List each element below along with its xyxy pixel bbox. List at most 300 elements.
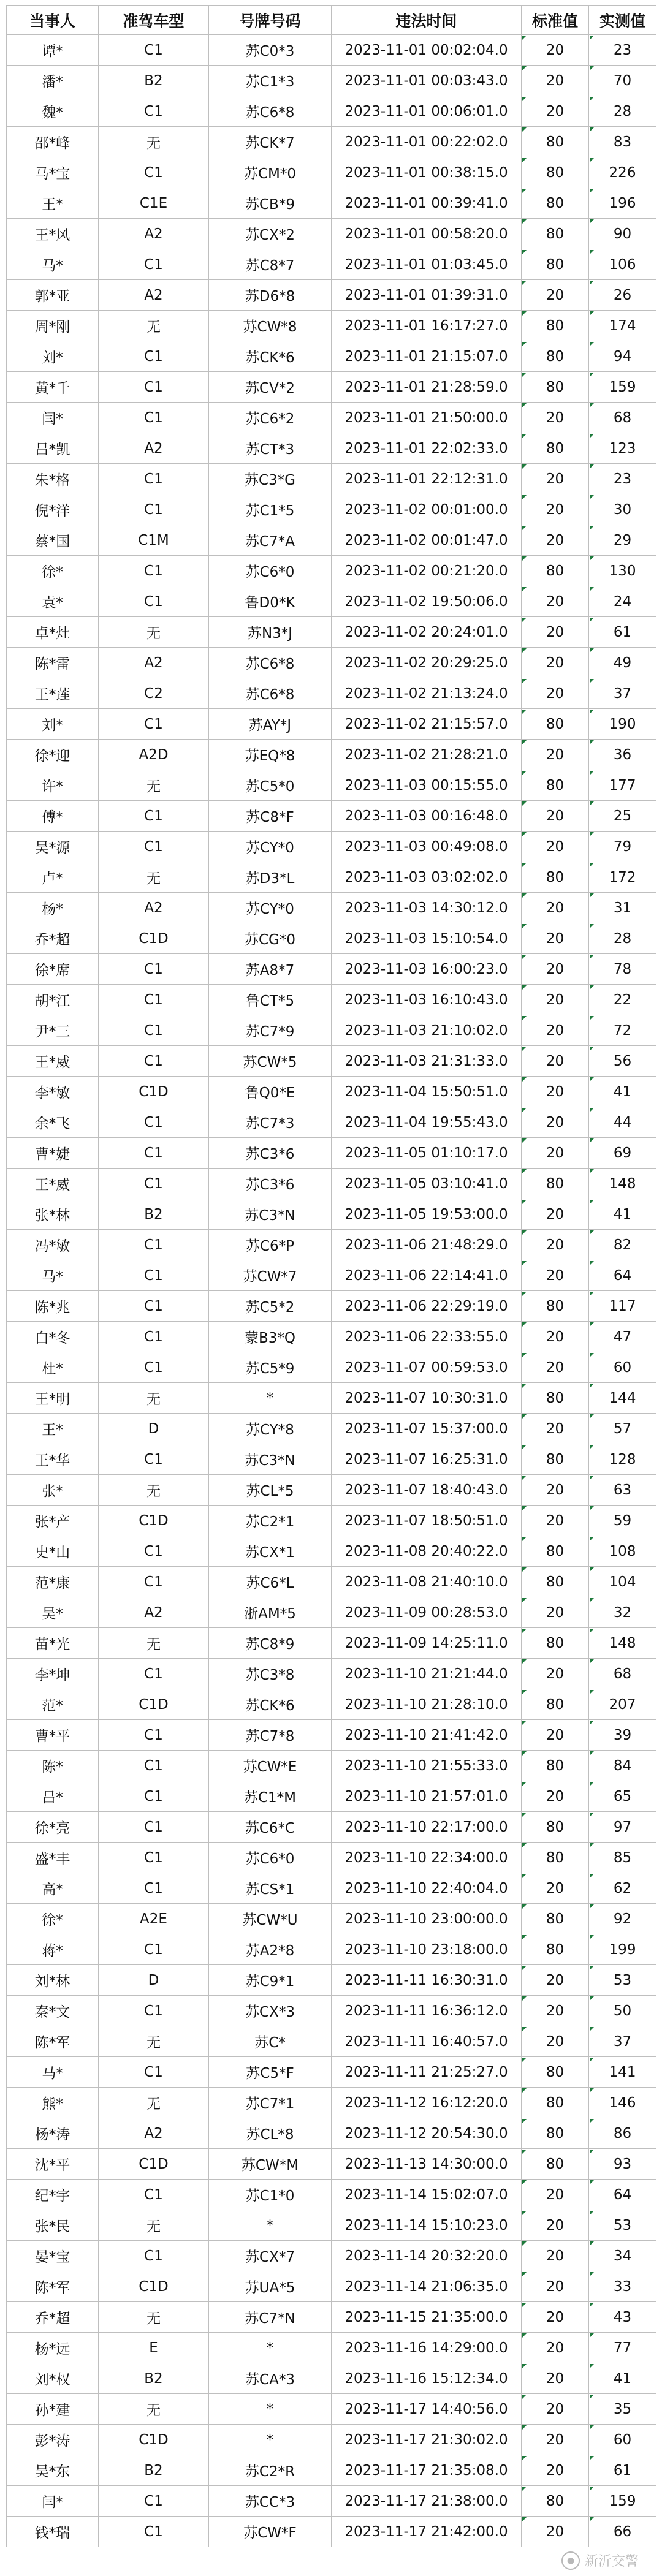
cell-violation-time[interactable]: 2023-11-01 01:03:45.0 <box>332 249 522 280</box>
cell-plate-number[interactable]: 苏C6*L <box>209 1567 332 1597</box>
cell-party[interactable]: 王*莲 <box>7 678 99 709</box>
cell-measured-value[interactable]: 159 <box>589 2486 656 2517</box>
cell-party[interactable]: 晏*宝 <box>7 2241 99 2271</box>
cell-standard-value[interactable]: 20 <box>522 2517 589 2547</box>
cell-measured-value[interactable]: 62 <box>589 1873 656 1904</box>
cell-license-class[interactable]: C1 <box>99 1873 209 1904</box>
cell-plate-number[interactable]: 苏C3*6 <box>209 1138 332 1169</box>
cell-violation-time[interactable]: 2023-11-01 21:28:59.0 <box>332 372 522 403</box>
cell-violation-time[interactable]: 2023-11-05 19:53:00.0 <box>332 1199 522 1230</box>
cell-measured-value[interactable]: 77 <box>589 2333 656 2363</box>
cell-violation-time[interactable]: 2023-11-02 20:29:25.0 <box>332 648 522 678</box>
cell-plate-number[interactable]: * <box>209 2210 332 2241</box>
cell-violation-time[interactable]: 2023-11-03 00:49:08.0 <box>332 832 522 862</box>
cell-plate-number[interactable]: 苏CA*3 <box>209 2363 332 2394</box>
cell-standard-value[interactable]: 80 <box>522 1751 589 1781</box>
cell-measured-value[interactable]: 172 <box>589 862 656 893</box>
cell-plate-number[interactable]: 苏C5*9 <box>209 1352 332 1383</box>
cell-standard-value[interactable]: 20 <box>522 893 589 923</box>
cell-violation-time[interactable]: 2023-11-03 14:30:12.0 <box>332 893 522 923</box>
cell-plate-number[interactable]: 苏CK*6 <box>209 1689 332 1720</box>
cell-standard-value[interactable]: 20 <box>522 1322 589 1352</box>
cell-violation-time[interactable]: 2023-11-10 23:00:00.0 <box>332 1904 522 1934</box>
cell-violation-time[interactable]: 2023-11-01 00:06:01.0 <box>332 96 522 127</box>
cell-violation-time[interactable]: 2023-11-03 15:10:54.0 <box>332 923 522 954</box>
cell-measured-value[interactable]: 92 <box>589 1904 656 1934</box>
cell-standard-value[interactable]: 20 <box>522 1107 589 1138</box>
cell-standard-value[interactable]: 20 <box>522 1781 589 1812</box>
cell-party[interactable]: 朱*格 <box>7 464 99 494</box>
cell-standard-value[interactable]: 20 <box>522 2180 589 2210</box>
cell-license-class[interactable]: 无 <box>99 617 209 648</box>
cell-measured-value[interactable]: 148 <box>589 1169 656 1199</box>
cell-measured-value[interactable]: 64 <box>589 2180 656 2210</box>
cell-license-class[interactable]: E <box>99 2333 209 2363</box>
cell-party[interactable]: 王* <box>7 188 99 219</box>
cell-measured-value[interactable]: 97 <box>589 1812 656 1843</box>
cell-standard-value[interactable]: 20 <box>522 1138 589 1169</box>
cell-violation-time[interactable]: 2023-11-09 14:25:11.0 <box>332 1628 522 1659</box>
cell-plate-number[interactable]: 苏C7*N <box>209 2302 332 2333</box>
cell-violation-time[interactable]: 2023-11-12 20:54:30.0 <box>332 2118 522 2149</box>
cell-violation-time[interactable]: 2023-11-02 19:50:06.0 <box>332 586 522 617</box>
cell-standard-value[interactable]: 80 <box>522 2057 589 2088</box>
cell-violation-time[interactable]: 2023-11-09 00:28:53.0 <box>332 1597 522 1628</box>
cell-party[interactable]: 沈*平 <box>7 2149 99 2180</box>
cell-measured-value[interactable]: 47 <box>589 1322 656 1352</box>
cell-license-class[interactable]: C1 <box>99 1751 209 1781</box>
cell-license-class[interactable]: C1 <box>99 2517 209 2547</box>
cell-standard-value[interactable]: 80 <box>522 219 589 249</box>
cell-plate-number[interactable]: 苏EQ*8 <box>209 740 332 770</box>
cell-plate-number[interactable]: 苏CK*6 <box>209 341 332 372</box>
cell-measured-value[interactable]: 35 <box>589 2394 656 2425</box>
cell-standard-value[interactable]: 20 <box>522 1077 589 1107</box>
cell-party[interactable]: 杨*涛 <box>7 2118 99 2149</box>
cell-license-class[interactable]: C1 <box>99 1567 209 1597</box>
cell-measured-value[interactable]: 26 <box>589 280 656 311</box>
cell-party[interactable]: 刘* <box>7 341 99 372</box>
cell-license-class[interactable]: 无 <box>99 2026 209 2057</box>
cell-license-class[interactable]: A2 <box>99 648 209 678</box>
cell-standard-value[interactable]: 20 <box>522 985 589 1015</box>
cell-license-class[interactable]: C1 <box>99 403 209 433</box>
cell-plate-number[interactable]: 苏CC*3 <box>209 2486 332 2517</box>
cell-violation-time[interactable]: 2023-11-02 00:01:00.0 <box>332 494 522 525</box>
cell-license-class[interactable]: C1 <box>99 1260 209 1291</box>
cell-party[interactable]: 马*宝 <box>7 157 99 188</box>
cell-standard-value[interactable]: 20 <box>522 96 589 127</box>
cell-violation-time[interactable]: 2023-11-10 22:17:00.0 <box>332 1812 522 1843</box>
cell-plate-number[interactable]: 苏CX*3 <box>209 1996 332 2026</box>
cell-party[interactable]: 闫* <box>7 2486 99 2517</box>
cell-measured-value[interactable]: 41 <box>589 1199 656 1230</box>
cell-measured-value[interactable]: 86 <box>589 2118 656 2149</box>
cell-party[interactable]: 潘* <box>7 66 99 96</box>
cell-plate-number[interactable]: * <box>209 2333 332 2363</box>
cell-party[interactable]: 魏* <box>7 96 99 127</box>
cell-plate-number[interactable]: 苏D3*L <box>209 862 332 893</box>
cell-license-class[interactable]: D <box>99 1965 209 1996</box>
cell-plate-number[interactable]: 苏C8*7 <box>209 249 332 280</box>
cell-standard-value[interactable]: 20 <box>522 923 589 954</box>
cell-license-class[interactable]: 无 <box>99 127 209 157</box>
cell-measured-value[interactable]: 117 <box>589 1291 656 1322</box>
cell-plate-number[interactable]: 苏C2*1 <box>209 1506 332 1536</box>
cell-party[interactable]: 吕* <box>7 1781 99 1812</box>
cell-license-class[interactable]: C1 <box>99 1015 209 1046</box>
cell-standard-value[interactable]: 80 <box>522 1169 589 1199</box>
cell-standard-value[interactable]: 80 <box>522 1934 589 1965</box>
cell-measured-value[interactable]: 23 <box>589 35 656 66</box>
cell-standard-value[interactable]: 80 <box>522 341 589 372</box>
cell-party[interactable]: 陈* <box>7 1751 99 1781</box>
cell-standard-value[interactable]: 20 <box>522 1260 589 1291</box>
cell-standard-value[interactable]: 80 <box>522 311 589 341</box>
cell-measured-value[interactable]: 69 <box>589 1138 656 1169</box>
cell-standard-value[interactable]: 80 <box>522 1812 589 1843</box>
cell-license-class[interactable]: C1 <box>99 1781 209 1812</box>
cell-party[interactable]: 张*产 <box>7 1506 99 1536</box>
cell-plate-number[interactable]: 蒙B3*Q <box>209 1322 332 1352</box>
cell-license-class[interactable]: A2 <box>99 219 209 249</box>
cell-party[interactable]: 王*威 <box>7 1046 99 1077</box>
cell-standard-value[interactable]: 20 <box>522 1597 589 1628</box>
cell-measured-value[interactable]: 141 <box>589 2057 656 2088</box>
cell-party[interactable]: 胡*江 <box>7 985 99 1015</box>
cell-party[interactable]: 卢* <box>7 862 99 893</box>
cell-violation-time[interactable]: 2023-11-03 21:31:33.0 <box>332 1046 522 1077</box>
cell-standard-value[interactable]: 20 <box>522 801 589 832</box>
cell-plate-number[interactable]: 苏C1*0 <box>209 2180 332 2210</box>
cell-violation-time[interactable]: 2023-11-01 22:12:31.0 <box>332 464 522 494</box>
cell-plate-number[interactable]: 苏CY*0 <box>209 893 332 923</box>
cell-party[interactable]: 曹*婕 <box>7 1138 99 1169</box>
cell-standard-value[interactable]: 20 <box>522 740 589 770</box>
cell-standard-value[interactable]: 20 <box>522 1659 589 1689</box>
cell-plate-number[interactable]: 苏A2*8 <box>209 1934 332 1965</box>
cell-party[interactable]: 吴* <box>7 1597 99 1628</box>
cell-license-class[interactable]: C1 <box>99 1230 209 1260</box>
cell-measured-value[interactable]: 24 <box>589 586 656 617</box>
cell-measured-value[interactable]: 36 <box>589 740 656 770</box>
cell-party[interactable]: 陈*雷 <box>7 648 99 678</box>
cell-measured-value[interactable]: 33 <box>589 2271 656 2302</box>
cell-violation-time[interactable]: 2023-11-02 21:13:24.0 <box>332 678 522 709</box>
cell-license-class[interactable]: C1 <box>99 2486 209 2517</box>
cell-license-class[interactable]: C1 <box>99 1536 209 1567</box>
cell-measured-value[interactable]: 31 <box>589 893 656 923</box>
cell-party[interactable]: 李*敏 <box>7 1077 99 1107</box>
cell-standard-value[interactable]: 80 <box>522 1383 589 1414</box>
cell-violation-time[interactable]: 2023-11-11 16:36:12.0 <box>332 1996 522 2026</box>
cell-standard-value[interactable]: 80 <box>522 862 589 893</box>
cell-violation-time[interactable]: 2023-11-11 21:25:27.0 <box>332 2057 522 2088</box>
cell-plate-number[interactable]: 苏C6*2 <box>209 403 332 433</box>
cell-plate-number[interactable]: * <box>209 2425 332 2455</box>
cell-license-class[interactable]: C1 <box>99 1843 209 1873</box>
cell-party[interactable]: 王*威 <box>7 1169 99 1199</box>
cell-party[interactable]: 马* <box>7 1260 99 1291</box>
cell-measured-value[interactable]: 78 <box>589 954 656 985</box>
cell-party[interactable]: 吴*源 <box>7 832 99 862</box>
cell-violation-time[interactable]: 2023-11-12 16:12:20.0 <box>332 2088 522 2118</box>
cell-plate-number[interactable]: 苏CW*M <box>209 2149 332 2180</box>
cell-party[interactable]: 刘* <box>7 709 99 740</box>
cell-violation-time[interactable]: 2023-11-10 21:28:10.0 <box>332 1689 522 1720</box>
cell-party[interactable]: 张*林 <box>7 1199 99 1230</box>
cell-plate-number[interactable]: * <box>209 2394 332 2425</box>
cell-plate-number[interactable]: 苏C7*9 <box>209 1015 332 1046</box>
cell-plate-number[interactable]: 苏CX*1 <box>209 1536 332 1567</box>
cell-measured-value[interactable]: 226 <box>589 157 656 188</box>
cell-violation-time[interactable]: 2023-11-17 14:40:56.0 <box>332 2394 522 2425</box>
cell-violation-time[interactable]: 2023-11-03 16:00:23.0 <box>332 954 522 985</box>
cell-standard-value[interactable]: 80 <box>522 2149 589 2180</box>
cell-plate-number[interactable]: 苏CT*3 <box>209 433 332 464</box>
cell-party[interactable]: 史*山 <box>7 1536 99 1567</box>
cell-license-class[interactable]: C1 <box>99 1046 209 1077</box>
cell-party[interactable]: 邵*峰 <box>7 127 99 157</box>
cell-measured-value[interactable]: 66 <box>589 2517 656 2547</box>
cell-plate-number[interactable]: 苏CW*E <box>209 1751 332 1781</box>
cell-plate-number[interactable]: 苏C3*N <box>209 1199 332 1230</box>
cell-plate-number[interactable]: 苏C6*8 <box>209 96 332 127</box>
cell-standard-value[interactable]: 20 <box>522 1230 589 1260</box>
cell-standard-value[interactable]: 20 <box>522 66 589 96</box>
cell-measured-value[interactable]: 68 <box>589 403 656 433</box>
cell-party[interactable]: 刘*林 <box>7 1965 99 1996</box>
cell-violation-time[interactable]: 2023-11-03 00:16:48.0 <box>332 801 522 832</box>
cell-license-class[interactable]: C1M <box>99 525 209 556</box>
cell-standard-value[interactable]: 20 <box>522 494 589 525</box>
cell-plate-number[interactable]: 苏C5*F <box>209 2057 332 2088</box>
cell-violation-time[interactable]: 2023-11-01 00:39:41.0 <box>332 188 522 219</box>
cell-measured-value[interactable]: 128 <box>589 1444 656 1475</box>
cell-standard-value[interactable]: 20 <box>522 464 589 494</box>
cell-violation-time[interactable]: 2023-11-07 10:30:31.0 <box>332 1383 522 1414</box>
cell-party[interactable]: 陈*军 <box>7 2026 99 2057</box>
cell-party[interactable]: 范*康 <box>7 1567 99 1597</box>
cell-plate-number[interactable]: 苏CK*7 <box>209 127 332 157</box>
cell-party[interactable]: 王*明 <box>7 1383 99 1414</box>
cell-standard-value[interactable]: 80 <box>522 1628 589 1659</box>
cell-plate-number[interactable]: 苏C7*8 <box>209 1720 332 1751</box>
cell-standard-value[interactable]: 20 <box>522 1352 589 1383</box>
cell-violation-time[interactable]: 2023-11-06 22:14:41.0 <box>332 1260 522 1291</box>
cell-license-class[interactable]: C1 <box>99 464 209 494</box>
cell-license-class[interactable]: C1 <box>99 1720 209 1751</box>
cell-plate-number[interactable]: 苏C9*1 <box>209 1965 332 1996</box>
cell-measured-value[interactable]: 146 <box>589 2088 656 2118</box>
cell-standard-value[interactable]: 80 <box>522 556 589 586</box>
cell-plate-number[interactable]: 苏C6*P <box>209 1230 332 1260</box>
cell-license-class[interactable]: 无 <box>99 1628 209 1659</box>
cell-measured-value[interactable]: 41 <box>589 1077 656 1107</box>
cell-standard-value[interactable]: 20 <box>522 2425 589 2455</box>
cell-standard-value[interactable]: 80 <box>522 249 589 280</box>
cell-standard-value[interactable]: 20 <box>522 2394 589 2425</box>
cell-violation-time[interactable]: 2023-11-07 16:25:31.0 <box>332 1444 522 1475</box>
cell-plate-number[interactable]: 苏C0*3 <box>209 35 332 66</box>
cell-party[interactable]: 杨*远 <box>7 2333 99 2363</box>
cell-violation-time[interactable]: 2023-11-08 21:40:10.0 <box>332 1567 522 1597</box>
cell-violation-time[interactable]: 2023-11-01 16:17:27.0 <box>332 311 522 341</box>
cell-measured-value[interactable]: 72 <box>589 1015 656 1046</box>
cell-measured-value[interactable]: 90 <box>589 219 656 249</box>
cell-standard-value[interactable]: 20 <box>522 2026 589 2057</box>
cell-party[interactable]: 王*华 <box>7 1444 99 1475</box>
cell-measured-value[interactable]: 29 <box>589 525 656 556</box>
cell-plate-number[interactable]: 苏CX*7 <box>209 2241 332 2271</box>
cell-standard-value[interactable]: 20 <box>522 1506 589 1536</box>
cell-violation-time[interactable]: 2023-11-11 16:30:31.0 <box>332 1965 522 1996</box>
cell-measured-value[interactable]: 68 <box>589 1659 656 1689</box>
cell-standard-value[interactable]: 20 <box>522 1046 589 1077</box>
cell-plate-number[interactable]: 苏A8*7 <box>209 954 332 985</box>
cell-plate-number[interactable]: 苏C6*8 <box>209 678 332 709</box>
cell-license-class[interactable]: C1 <box>99 249 209 280</box>
cell-plate-number[interactable]: 苏C1*5 <box>209 494 332 525</box>
cell-party[interactable]: 陈*军 <box>7 2271 99 2302</box>
cell-standard-value[interactable]: 20 <box>522 2241 589 2271</box>
cell-standard-value[interactable]: 20 <box>522 1720 589 1751</box>
cell-license-class[interactable]: C1 <box>99 1659 209 1689</box>
cell-measured-value[interactable]: 70 <box>589 66 656 96</box>
cell-license-class[interactable]: B2 <box>99 2363 209 2394</box>
cell-violation-time[interactable]: 2023-11-02 00:01:47.0 <box>332 525 522 556</box>
cell-violation-time[interactable]: 2023-11-04 19:55:43.0 <box>332 1107 522 1138</box>
cell-license-class[interactable]: C1D <box>99 2271 209 2302</box>
cell-plate-number[interactable]: 苏C3*N <box>209 1444 332 1475</box>
cell-party[interactable]: 乔*超 <box>7 2302 99 2333</box>
cell-standard-value[interactable]: 80 <box>522 157 589 188</box>
cell-license-class[interactable]: A2 <box>99 893 209 923</box>
cell-standard-value[interactable]: 20 <box>522 678 589 709</box>
cell-measured-value[interactable]: 23 <box>589 464 656 494</box>
cell-violation-time[interactable]: 2023-11-05 03:10:41.0 <box>332 1169 522 1199</box>
cell-standard-value[interactable]: 80 <box>522 372 589 403</box>
cell-party[interactable]: 徐*迎 <box>7 740 99 770</box>
cell-measured-value[interactable]: 82 <box>589 1230 656 1260</box>
cell-measured-value[interactable]: 207 <box>589 1689 656 1720</box>
cell-license-class[interactable]: C1 <box>99 556 209 586</box>
cell-plate-number[interactable]: 苏CX*2 <box>209 219 332 249</box>
cell-violation-time[interactable]: 2023-11-05 01:10:17.0 <box>332 1138 522 1169</box>
cell-plate-number[interactable]: 苏CY*8 <box>209 1414 332 1444</box>
cell-plate-number[interactable]: 苏C1*3 <box>209 66 332 96</box>
cell-violation-time[interactable]: 2023-11-04 15:50:51.0 <box>332 1077 522 1107</box>
cell-license-class[interactable]: 无 <box>99 1383 209 1414</box>
cell-standard-value[interactable]: 80 <box>522 709 589 740</box>
cell-party[interactable]: 尹*三 <box>7 1015 99 1046</box>
cell-license-class[interactable]: C1 <box>99 985 209 1015</box>
cell-violation-time[interactable]: 2023-11-10 21:57:01.0 <box>332 1781 522 1812</box>
cell-license-class[interactable]: C1 <box>99 801 209 832</box>
cell-measured-value[interactable]: 53 <box>589 2210 656 2241</box>
cell-standard-value[interactable]: 80 <box>522 1689 589 1720</box>
cell-measured-value[interactable]: 49 <box>589 648 656 678</box>
cell-plate-number[interactable]: 苏C7*1 <box>209 2088 332 2118</box>
cell-party[interactable]: 蔡*国 <box>7 525 99 556</box>
cell-plate-number[interactable]: 苏AY*J <box>209 709 332 740</box>
cell-license-class[interactable]: C1 <box>99 494 209 525</box>
cell-plate-number[interactable]: 苏CG*0 <box>209 923 332 954</box>
cell-party[interactable]: 徐*亮 <box>7 1812 99 1843</box>
cell-plate-number[interactable]: 苏C6*C <box>209 1812 332 1843</box>
cell-violation-time[interactable]: 2023-11-11 16:40:57.0 <box>332 2026 522 2057</box>
cell-plate-number[interactable]: 鲁Q0*E <box>209 1077 332 1107</box>
cell-party[interactable]: 苗*光 <box>7 1628 99 1659</box>
cell-plate-number[interactable]: 苏CY*0 <box>209 832 332 862</box>
cell-license-class[interactable]: 无 <box>99 2088 209 2118</box>
cell-plate-number[interactable]: 苏D6*8 <box>209 280 332 311</box>
cell-measured-value[interactable]: 28 <box>589 96 656 127</box>
cell-violation-time[interactable]: 2023-11-10 22:40:04.0 <box>332 1873 522 1904</box>
cell-standard-value[interactable]: 20 <box>522 2455 589 2486</box>
cell-standard-value[interactable]: 20 <box>522 2363 589 2394</box>
cell-license-class[interactable]: C1D <box>99 923 209 954</box>
cell-standard-value[interactable]: 20 <box>522 617 589 648</box>
cell-party[interactable]: 纪*宇 <box>7 2180 99 2210</box>
cell-measured-value[interactable]: 44 <box>589 1107 656 1138</box>
cell-party[interactable]: 冯*敏 <box>7 1230 99 1260</box>
cell-party[interactable]: 刘*权 <box>7 2363 99 2394</box>
cell-license-class[interactable]: C1 <box>99 2180 209 2210</box>
cell-measured-value[interactable]: 65 <box>589 1781 656 1812</box>
cell-standard-value[interactable]: 20 <box>522 1414 589 1444</box>
cell-violation-time[interactable]: 2023-11-16 15:12:34.0 <box>332 2363 522 2394</box>
cell-measured-value[interactable]: 83 <box>589 127 656 157</box>
cell-party[interactable]: 王*风 <box>7 219 99 249</box>
cell-standard-value[interactable]: 80 <box>522 433 589 464</box>
cell-party[interactable]: 高* <box>7 1873 99 1904</box>
cell-plate-number[interactable]: * <box>209 1383 332 1414</box>
cell-measured-value[interactable]: 61 <box>589 2455 656 2486</box>
cell-party[interactable]: 倪*洋 <box>7 494 99 525</box>
cell-measured-value[interactable]: 53 <box>589 1965 656 1996</box>
cell-measured-value[interactable]: 85 <box>589 1843 656 1873</box>
cell-license-class[interactable]: D <box>99 1414 209 1444</box>
cell-measured-value[interactable]: 196 <box>589 188 656 219</box>
cell-party[interactable]: 周*刚 <box>7 311 99 341</box>
cell-plate-number[interactable]: 苏C8*9 <box>209 1628 332 1659</box>
cell-standard-value[interactable]: 20 <box>522 1873 589 1904</box>
cell-plate-number[interactable]: 苏CB*9 <box>209 188 332 219</box>
cell-party[interactable]: 黄*千 <box>7 372 99 403</box>
cell-plate-number[interactable]: 苏CW*7 <box>209 1260 332 1291</box>
cell-measured-value[interactable]: 64 <box>589 1260 656 1291</box>
cell-party[interactable]: 李*坤 <box>7 1659 99 1689</box>
cell-license-class[interactable]: C1D <box>99 1506 209 1536</box>
cell-violation-time[interactable]: 2023-11-01 00:38:15.0 <box>332 157 522 188</box>
cell-party[interactable]: 余*飞 <box>7 1107 99 1138</box>
cell-measured-value[interactable]: 22 <box>589 985 656 1015</box>
cell-violation-time[interactable]: 2023-11-06 22:33:55.0 <box>332 1322 522 1352</box>
cell-party[interactable]: 闫* <box>7 403 99 433</box>
cell-measured-value[interactable]: 79 <box>589 832 656 862</box>
cell-license-class[interactable]: A2 <box>99 1597 209 1628</box>
cell-standard-value[interactable]: 20 <box>522 1199 589 1230</box>
cell-measured-value[interactable]: 59 <box>589 1506 656 1536</box>
cell-measured-value[interactable]: 106 <box>589 249 656 280</box>
cell-measured-value[interactable]: 174 <box>589 311 656 341</box>
cell-party[interactable]: 马* <box>7 2057 99 2088</box>
cell-standard-value[interactable]: 20 <box>522 403 589 433</box>
cell-violation-time[interactable]: 2023-11-14 15:02:07.0 <box>332 2180 522 2210</box>
cell-license-class[interactable]: C1 <box>99 1291 209 1322</box>
cell-license-class[interactable]: C1 <box>99 157 209 188</box>
